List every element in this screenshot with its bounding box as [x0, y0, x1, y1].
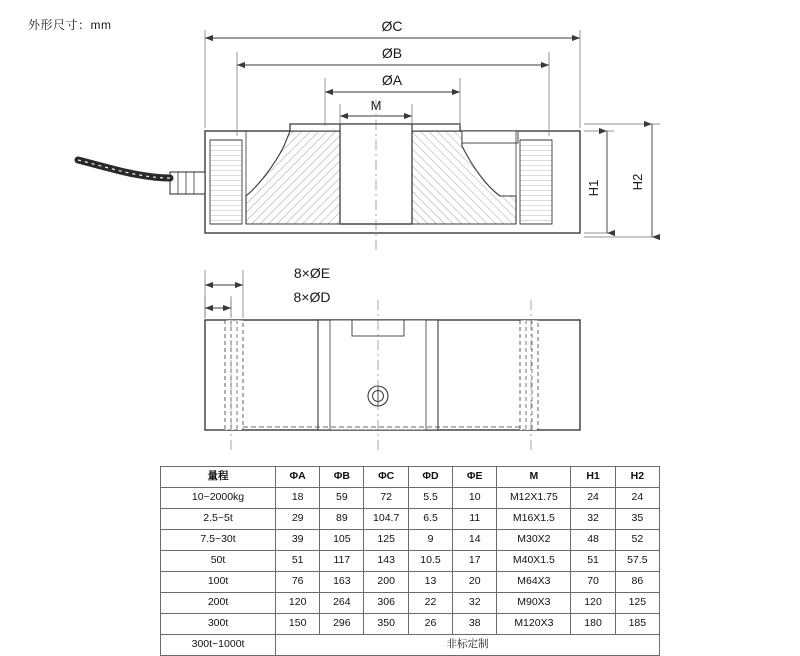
label-phi-b: ØB: [381, 45, 403, 61]
cell-phi-b: 296: [320, 614, 364, 635]
cell-phi-a: 29: [276, 509, 320, 530]
cell-phi-e: 17: [453, 551, 497, 572]
th-m: M: [497, 467, 571, 488]
table-row: [161, 509, 660, 530]
cell-h1: 120: [571, 593, 615, 614]
cell-h1: 48: [571, 530, 615, 551]
cell-footer-range: 300t~1000t: [161, 635, 276, 656]
dimension-note: 外形尺寸：mm: [28, 18, 112, 32]
cell-phi-e: 11: [453, 509, 497, 530]
label-m: M: [370, 98, 382, 113]
cell-phi-c: 306: [364, 593, 408, 614]
cell-m: M64X3: [497, 572, 571, 593]
cell-phi-e: 14: [453, 530, 497, 551]
cell-phi-b: 105: [320, 530, 364, 551]
cell-range: 200t: [161, 593, 276, 614]
cell-footer-text: 非标定制: [276, 635, 660, 656]
th-range: 量程: [161, 467, 276, 488]
section-view: [78, 18, 660, 250]
label-phi-c: ØC: [381, 18, 403, 34]
cell-phi-b: 59: [320, 488, 364, 509]
cell-range: 7.5~30t: [161, 530, 276, 551]
cell-phi-a: 39: [276, 530, 320, 551]
cell-phi-e: 10: [453, 488, 497, 509]
cell-h2: 35: [615, 509, 659, 530]
plan-view: [190, 265, 600, 450]
cell-phi-c: 104.7: [364, 509, 408, 530]
cell-m: M120X3: [497, 614, 571, 635]
table-row: [161, 488, 660, 509]
label-phi-a: ØA: [381, 72, 403, 88]
label-h2: H2: [630, 173, 645, 191]
th-phi-d: ΦD: [408, 467, 452, 488]
cell-m: M40X1.5: [497, 551, 571, 572]
cell-phi-a: 18: [276, 488, 320, 509]
cell-phi-d: 13: [408, 572, 452, 593]
table-row: [161, 572, 660, 593]
cell-phi-b: 163: [320, 572, 364, 593]
cell-h2: 52: [615, 530, 659, 551]
cell-phi-d: 6.5: [408, 509, 452, 530]
cell-h1: 70: [571, 572, 615, 593]
cell-phi-e: 38: [453, 614, 497, 635]
table-header-row: [161, 467, 660, 488]
th-h2: H2: [615, 467, 659, 488]
th-phi-a: ΦA: [276, 467, 320, 488]
cell-range: 10~2000kg: [161, 488, 276, 509]
label-h1: H1: [586, 179, 601, 197]
table-footer-row: [161, 635, 660, 656]
cell-phi-a: 150: [276, 614, 320, 635]
cell-phi-a: 76: [276, 572, 320, 593]
cell-h2: 125: [615, 593, 659, 614]
table-row: [161, 593, 660, 614]
cell-phi-e: 20: [453, 572, 497, 593]
cell-m: M12X1.75: [497, 488, 571, 509]
th-h1: H1: [571, 467, 615, 488]
cell-m: M16X1.5: [497, 509, 571, 530]
cell-range: 100t: [161, 572, 276, 593]
label-holes-d: 8×ØD: [293, 289, 331, 305]
table-row: [161, 530, 660, 551]
cell-phi-d: 22: [408, 593, 452, 614]
table-row: [161, 614, 660, 635]
cell-phi-a: 51: [276, 551, 320, 572]
cell-phi-c: 200: [364, 572, 408, 593]
cell-h1: 51: [571, 551, 615, 572]
cell-h2: 24: [615, 488, 659, 509]
cell-h1: 24: [571, 488, 615, 509]
cell-phi-b: 264: [320, 593, 364, 614]
th-phi-e: ΦE: [453, 467, 497, 488]
cell-phi-b: 117: [320, 551, 364, 572]
label-holes-e: 8×ØE: [293, 265, 331, 281]
cell-phi-c: 143: [364, 551, 408, 572]
cell-phi-e: 32: [453, 593, 497, 614]
th-phi-b: ΦB: [320, 467, 364, 488]
cell-phi-b: 89: [320, 509, 364, 530]
cell-h2: 57.5: [615, 551, 659, 572]
cell-h1: 32: [571, 509, 615, 530]
cell-phi-d: 26: [408, 614, 452, 635]
cell-phi-a: 120: [276, 593, 320, 614]
cell-h2: 185: [615, 614, 659, 635]
cell-range: 2.5~5t: [161, 509, 276, 530]
cell-range: 300t: [161, 614, 276, 635]
th-phi-c: ΦC: [364, 467, 408, 488]
cell-phi-d: 9: [408, 530, 452, 551]
cell-phi-c: 350: [364, 614, 408, 635]
cell-phi-c: 72: [364, 488, 408, 509]
cell-phi-d: 10.5: [408, 551, 452, 572]
cell-m: M90X3: [497, 593, 571, 614]
cell-h2: 86: [615, 572, 659, 593]
cell-range: 50t: [161, 551, 276, 572]
cell-phi-c: 125: [364, 530, 408, 551]
table-row: [161, 551, 660, 572]
cell-phi-d: 5.5: [408, 488, 452, 509]
spec-table: [160, 466, 660, 656]
cell-h1: 180: [571, 614, 615, 635]
cell-m: M30X2: [497, 530, 571, 551]
